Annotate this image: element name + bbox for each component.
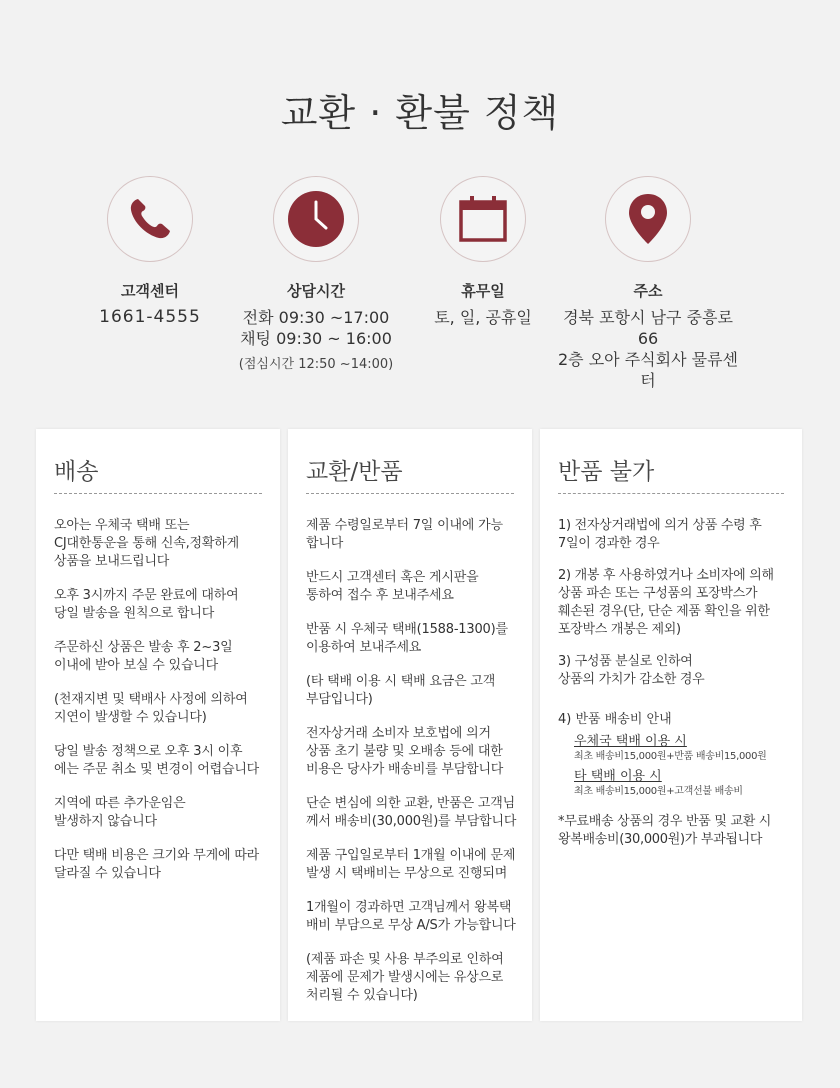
shipping-paragraph: 오후 3시까지 주문 완료에 대하여 당일 발송을 원칙으로 합니다 [54, 588, 239, 621]
no-return-card [540, 429, 802, 1021]
exchange-body [306, 517, 522, 1021]
consult-hours-phone: 전화 09:30 ~17:00 [242, 308, 390, 327]
info-customer-center [55, 176, 245, 328]
shipping-paragraph: 오아는 우체국 택배 또는 CJ대한통운을 통해 신속,정확하게 상품을 보내드립니다 [54, 518, 239, 569]
info-consult-hours [221, 176, 411, 372]
no-return-title: 반품 불가 [558, 459, 655, 485]
clock-icon [287, 190, 345, 248]
phone-icon-circle [107, 176, 193, 262]
shipping-divider [54, 493, 262, 494]
return-fee-heading: 4) 반품 배송비 안내 [558, 712, 672, 727]
exchange-card [288, 429, 532, 1021]
exchange-paragraph: 전자상거래 소비자 보호법에 의거 상품 초기 불량 및 오배송 등에 대한 비용은 당사가 배송비를 부담합니다 [306, 726, 504, 777]
return-fee-postal-label: 우체국 택배 이용 시 [574, 734, 687, 749]
shipping-title: 배송 [54, 459, 99, 485]
exchange-paragraph: 단순 변심에 의한 교환, 반품은 고객님 께서 배송비(30,000원)를 부담합니다 [306, 796, 517, 829]
consult-hours-lunch-note: (점심시간 12:50 ~14:00) [238, 357, 394, 372]
clock-icon-circle [273, 176, 359, 262]
exchange-paragraph: (제품 파손 및 사용 부주의로 인하여 제품에 문제가 발생시에는 유상으로 처리될 수 있습니다) [306, 952, 504, 1003]
shipping-body [54, 517, 270, 899]
address-label: 주소 [633, 282, 663, 300]
phone-icon [124, 193, 176, 245]
info-address [553, 176, 743, 391]
shipping-card [36, 429, 280, 1021]
shipping-paragraph: 지역에 따른 추가운임은 발생하지 않습니다 [54, 796, 186, 829]
no-return-divider [558, 493, 784, 494]
shipping-paragraph: 다만 택배 비용은 크기와 무게에 따라 달라질 수 있습니다 [54, 848, 260, 881]
exchange-paragraph: (타 택배 이용 시 택배 요금은 고객 부담입니다) [306, 674, 496, 707]
exchange-paragraph: 제품 구입일로부터 1개월 이내에 문제 발생 시 택배비는 무상으로 진행되며 [306, 848, 516, 881]
exchange-paragraph: 반드시 고객센터 혹은 게시판을 통하여 접수 후 보내주세요 [306, 570, 479, 603]
holidays-label: 휴무일 [461, 282, 505, 300]
exchange-title: 교환/반품 [306, 459, 403, 485]
shipping-paragraph: (천재지변 및 택배사 사정에 의하여 지연이 발생할 수 있습니다) [54, 692, 248, 725]
return-fee-other-label: 타 택배 이용 시 [574, 769, 662, 784]
no-return-body [558, 517, 796, 849]
map-pin-icon [626, 192, 670, 246]
page-title: 교환 · 환불 정책 [280, 91, 560, 135]
shipping-paragraph: 주문하신 상품은 발송 후 2~3일 이내에 받아 보실 수 있습니다 [54, 640, 233, 673]
address-line-2: 2층 오아 주식회사 물류센터 [558, 350, 738, 390]
free-shipping-footnote: *무료배송 상품의 경우 반품 및 교환 시 왕복배송비(30,000원)가 부과됩니다 [558, 814, 772, 847]
no-return-item: 2) 개봉 후 사용하였거나 소비자에 의해 상품 파손 또는 구성품의 포장박스가 훼손된 경우(단, 단순 제품 확인을 위한 포장박스 개봉은 제외) [558, 568, 774, 637]
exchange-paragraph: 1개월이 경과하면 고객님께서 왕복택 배비 부담으로 무상 A/S가 가능합니다 [306, 900, 516, 933]
consult-hours-label: 상담시간 [287, 282, 345, 300]
exchange-paragraph: 반품 시 우체국 택배(1588-1300)를 이용하여 보내주세요 [306, 622, 508, 655]
shipping-paragraph: 당일 발송 정책으로 오후 3시 이후 에는 주문 취소 및 변경이 어렵습니다 [54, 744, 260, 777]
info-holidays [388, 176, 578, 328]
return-fee-other-detail: 최초 배송비15,000원+고객선불 배송비 [574, 786, 743, 797]
calendar-icon-circle [440, 176, 526, 262]
exchange-divider [306, 493, 514, 494]
calendar-icon [457, 193, 509, 245]
address-line-1: 경북 포항시 남구 중흥로 66 [563, 308, 733, 348]
customer-center-label: 고객센터 [121, 282, 179, 300]
return-fee-postal-detail: 최초 배송비15,000원+반품 배송비15,000원 [574, 751, 767, 762]
map-pin-icon-circle [605, 176, 691, 262]
holidays-value: 토, 일, 공휴일 [434, 308, 532, 327]
customer-center-phone[interactable]: 1661-4555 [99, 307, 201, 327]
consult-hours-chat: 채팅 09:30 ~ 16:00 [240, 329, 392, 348]
no-return-item: 1) 전자상거래법에 의거 상품 수령 후 7일이 경과한 경우 [558, 518, 762, 551]
exchange-paragraph: 제품 수령일로부터 7일 이내에 가능 합니다 [306, 518, 503, 551]
no-return-item: 3) 구성품 분실로 인하여 상품의 가치가 감소한 경우 [558, 654, 705, 687]
